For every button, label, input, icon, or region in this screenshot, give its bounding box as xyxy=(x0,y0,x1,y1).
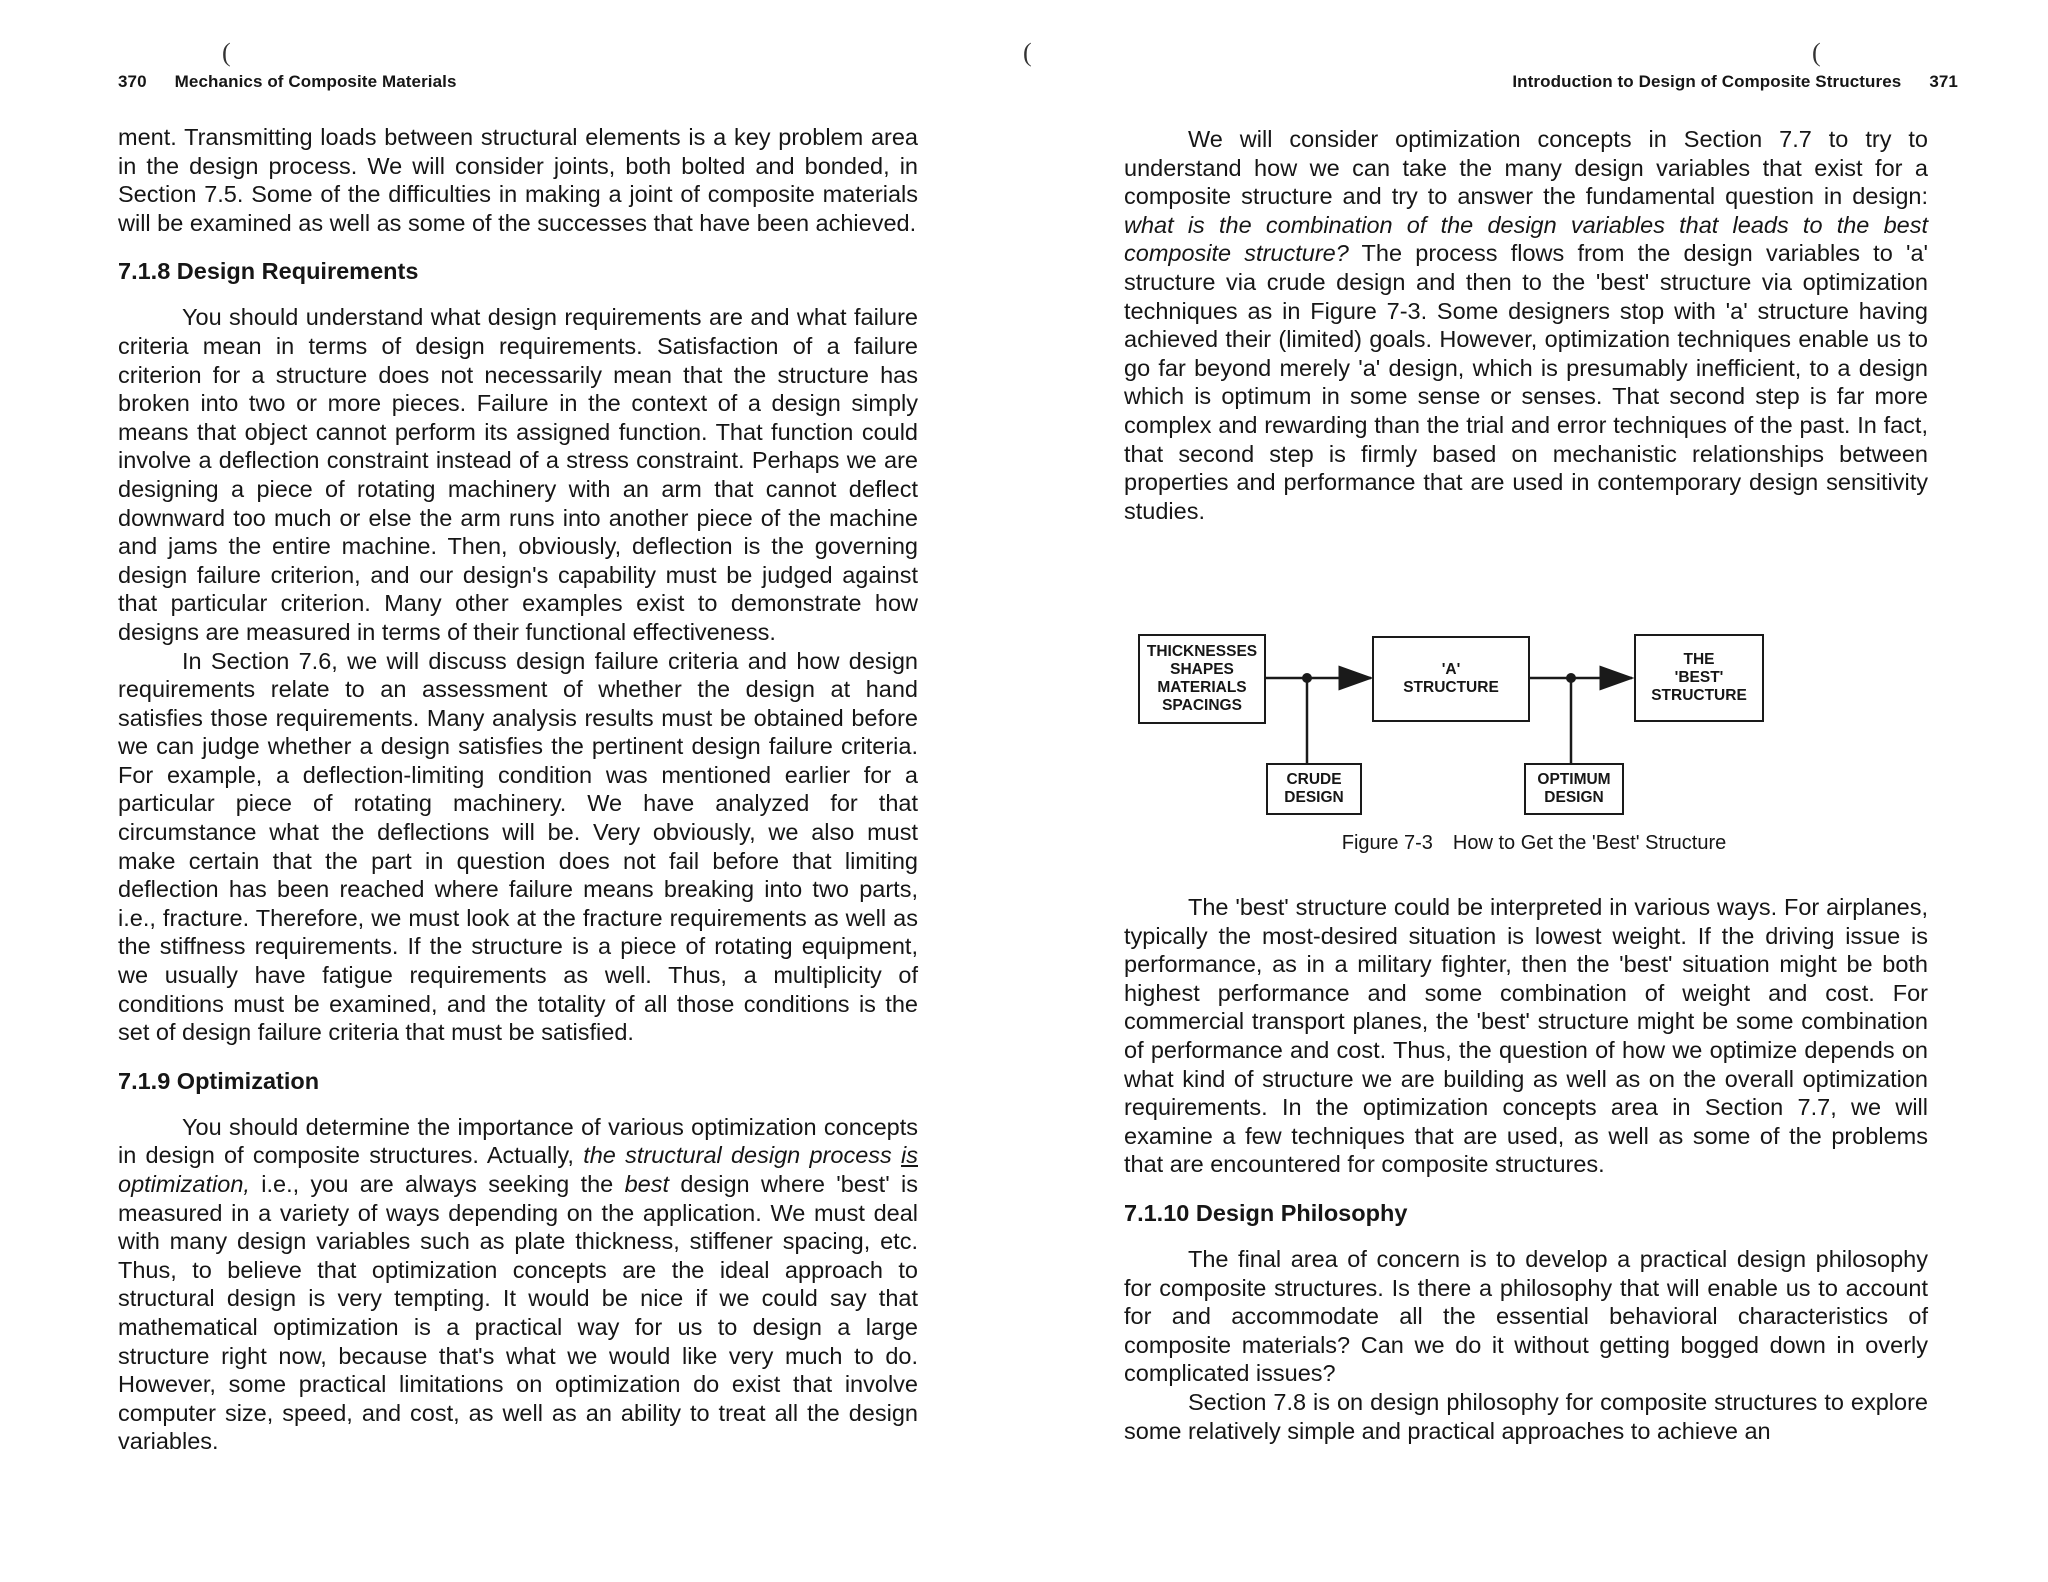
figure-caption xyxy=(1124,832,1944,855)
left-page-number: 370 xyxy=(118,72,147,91)
paragraph-right-2: The 'best' structure could be interpreted in various ways. For airplanes, typically the most-desired situation is lowest weight. If the driving issue is performance, as in a military fighter, then the 'best' situation might be both highest performance and some combination of weight and cost. For commercial transport planes, the 'best' structure might be some combination of performance and cost. Thus, the question of how we optimize depends on what kind of structure we are building as well as on the overall optimization requirements. In the optimization concepts area in Section 7.7, we will examine a few techniques that are used, as well as some of the problems that are encountered for composite structures. xyxy=(1124,894,1928,1178)
box-best-structure: THE 'BEST' STRUCTURE xyxy=(1634,634,1764,722)
paragraph-718-2: In Section 7.6, we will discuss design failure criteria and how design requirements relate to an assessment of whether the design at hand satisfies those requirements. Many analysis results must be obtained before we can judge whether a design satisfies the pertinent design failure criteria. For example, a deflection-limiting condition was mentioned earlier for a particular piece of rotating machinery. We have analyzed for that circumstance what the deflections will be. Very obviously, we also must make certain that the part in question does not fail before that limiting deflection has been reached where failure means breaking into two parts, i.e., fracture. Therefore, we must look at the fracture requirements as well as the stiffness requirements. If the structure is a piece of rotating equipment, we usually have fatigue requirements as well. Thus, a multiplicity of conditions must be examined, and the totality of all those conditions is the set of design failure criteria that must be satisfied. xyxy=(118,647,918,1046)
paragraph-7110-1: The final area of concern is to develop a practical design philosophy for composite structures. Is there a philosophy that will enable us to account for and accommodate all the essential behavioral characteristics of composite materials? Can we do it without getting bogged down in overly complicated issues? xyxy=(1124,1245,1928,1387)
left-running-head xyxy=(118,72,457,92)
scan-mark: ( xyxy=(1812,38,1821,67)
scan-mark: ( xyxy=(1023,38,1032,67)
paragraph-718-1: You should understand what design requirements are and what failure criteria mean in terms of design requirements. Satisfaction of a failure criterion for a structure does not necessarily mean that the structure has broken into two or more pieces. Failure in the context of a design simply means that object cannot perform its assigned function. That function could involve a deflection constraint instead of a stress constraint. Perhaps we are designing a piece of rotating machinery with an arm that cannot deflect downward too much or else the arm runs into another piece of the machine and jams the entire machine. Then, obviously, deflection is the governing design failure criterion, and our design's capability must be judged against that particular criterion. Many other examples exist to demonstrate how designs are measured in terms of their functional effectiveness. xyxy=(118,304,918,645)
right-page-number: 371 xyxy=(1929,72,1958,91)
left-running-title: Mechanics of Composite Materials xyxy=(174,72,457,91)
right-column-top xyxy=(1124,125,1928,525)
section-heading-719: 7.1.9 Optimization xyxy=(118,1067,320,1094)
right-column-bottom xyxy=(1124,893,1928,1445)
right-running-head xyxy=(1512,72,1958,92)
box-design-variables: THICKNESSES SHAPES MATERIALS SPACINGS xyxy=(1138,634,1266,724)
paragraph-719-1: You should determine the importance of various optimization concepts in design of composite structures. Actually, the structural design process is optimization, i.e., you are always seeking the best design where 'best' is measured in a variety of ways depending on the application. We must deal with many design variables such as plate thickness, stiffener spacing, etc. Thus, to believe that optimization concepts are the ideal approach to structural design is very tempting. It would be nice if we could say that mathematical optimization is a practical way for us to design a large structure right now, because that's what we would like very much to do. However, some practical limitations on optimization do exist that involve computer size, speed, and cost, as well as an ability to treat all the design variables. xyxy=(118,1113,919,1455)
intro-paragraph: ment. Transmitting loads between structural elements is a key problem area in the design process. We will consider joints, both bolted and bonded, in Section 7.5. Some of the difficulties in making a joint of composite materials will be examined as well as some of the successes that have been achieved. xyxy=(118,124,918,236)
box-optimum-design: OPTIMUM DESIGN xyxy=(1524,763,1624,815)
section-heading-7110: 7.1.10 Design Philosophy xyxy=(1124,1199,1408,1226)
left-column xyxy=(118,123,918,1456)
paragraph-7110-2: Section 7.8 is on design philosophy for composite structures to explore some relatively simple and practical approaches to achieve an xyxy=(1124,1388,1928,1444)
scan-mark: ( xyxy=(222,38,231,67)
right-running-title: Introduction to Design of Composite Structures xyxy=(1512,72,1902,91)
box-a-structure: 'A' STRUCTURE xyxy=(1372,636,1530,722)
section-heading-718: 7.1.8 Design Requirements xyxy=(118,258,419,285)
figure-7-3 xyxy=(1124,610,1944,870)
right-page xyxy=(1024,0,2048,1582)
figure-label: Figure 7-3 xyxy=(1341,832,1433,854)
box-crude-design: CRUDE DESIGN xyxy=(1266,763,1362,815)
paragraph-right-1: We will consider optimization concepts in Section 7.7 to try to understand how we can take the many design variables that exist for a composite structure and try to answer the fundamental question in design: what is the combination of the design variables that leads to the best composite structure? The process flows from the design variables to 'a' structure via crude design and then to the 'best' structure via optimization techniques as in Figure 7-3. Some designers stop with 'a' structure having achieved their (limited) goals. However, optimization techniques enable us to go far beyond merely 'a' design, which is presumably inefficient, to a design which is optimum in some sense or senses. That second step is far more complex and rewarding than the trial and error techniques of the past. In fact, that second step is firmly based on mechanistic relationships between properties and performance that are used in contemporary design sensitivity studies. xyxy=(1124,126,1929,524)
figure-title: How to Get the 'Best' Structure xyxy=(1452,832,1727,854)
